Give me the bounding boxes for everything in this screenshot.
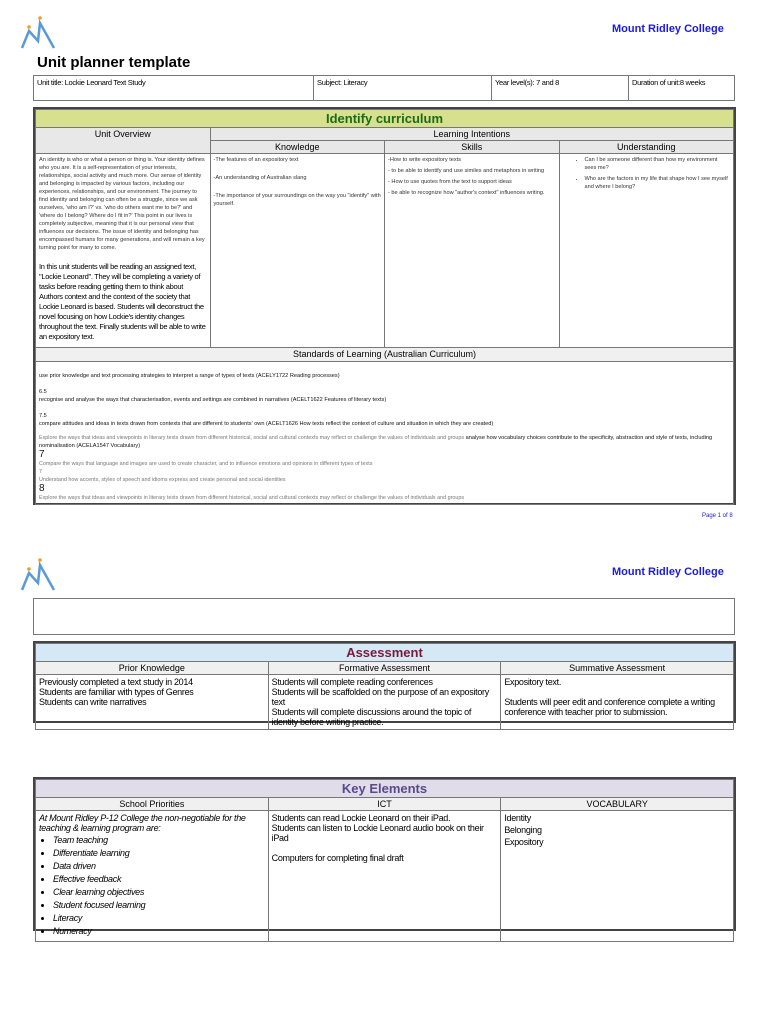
summative-item: Expository text.: [504, 677, 562, 687]
standard-item: compare attitudes and ideas in texts drawn from contexts that are different to students' own (ACELT1626 How texts reflect the context of culture and situation in which they are created): [39, 421, 494, 427]
skill-item: - to be able to identify and use similes and metaphors in writing: [388, 168, 545, 174]
standard-level: 7: [39, 449, 45, 460]
curriculum-title: Identify curriculum: [36, 110, 734, 128]
priorities-intro: At Mount Ridley P-12 College the non-negotiable for the teaching & learning program are:: [39, 813, 246, 833]
formative-item: Students will complete reading conferences: [271, 677, 433, 687]
standard-note: Compare the ways that language and images are used to create character, and to influence emotions and opinions in different types of texts: [39, 461, 373, 467]
school-priorities-heading: School Priorities: [36, 798, 269, 811]
summative-heading: Summative Assessment: [501, 662, 734, 675]
summative-item: Students will peer edit and conference complete a writing conference with teacher prior to submission.: [504, 697, 715, 717]
formative-cell: [268, 675, 501, 730]
knowledge-heading: Knowledge: [210, 141, 385, 154]
college-logo-icon: [20, 15, 56, 49]
prior-item: Students can write narratives: [39, 697, 147, 707]
priority-item: • Differentiate learning: [53, 848, 265, 858]
overview-paragraph: An identity is who or what a person or thing is. Your identity defines who you are. It is a self-representation of your interests, relationships, social activity and much more. Our sense of identity and belonging is impacted by various factors, including our experiences, relationships, and our environment. The journey to find identity and belonging can often be a struggle, since we ask ourselves, 'who am I?' vs. 'who do others want me to be?' and 'where do I belong? Where do I fit in?' This point in our lives is completely subjective, meaning that it is our personal view that influences our decisions. The issue of identity and belonging has encompassed humans for many generations, and will remain a key turning point for many to come.: [39, 157, 205, 251]
knowledge-item: -An understanding of Australian slang: [213, 175, 307, 181]
standard-level: 7: [39, 469, 42, 475]
key-elements-section: [33, 777, 736, 936]
prior-item: Students are familiar with types of Genres: [39, 687, 194, 697]
standard-item: recognise and analyse the ways that characterisation, events and settings are combined in narratives (ACELT1622 Features of literary texts): [39, 397, 387, 403]
curriculum-section: [33, 107, 736, 505]
priority-item: • Literacy: [53, 913, 265, 923]
ict-item: Students can listen to Lockie Leonard audio book on their iPad: [271, 823, 484, 843]
duration: Duration of unit:8 weeks: [629, 76, 735, 101]
unit-header-table: [33, 75, 735, 101]
key-elements-title: Key Elements: [36, 780, 734, 798]
vocabulary-item: Expository: [504, 837, 544, 847]
vocabulary-item: Identity: [504, 813, 531, 823]
overview-summary: In this unit students will be reading an assigned text, "Lockie Leonard". They will be completing a variety of tasks before reading getting them to think about Authors context and the context of the society that Lockie Leonard is based. Students will deconstruct the novel focusing on how Lockie's identity changes throughout the text. Finally students will be able to write an expository text.: [39, 262, 206, 341]
priority-item: • Clear learning objectives: [53, 887, 265, 897]
knowledge-item: -The features of an expository text: [213, 157, 299, 163]
priority-item: • Team teaching: [53, 835, 265, 845]
skills-cell: [385, 154, 560, 348]
skill-item: - be able to recognize how "author's context" influences writing.: [388, 190, 545, 196]
standard-level: 8: [39, 483, 45, 494]
college-name: Mount Ridley College: [612, 23, 724, 35]
learning-intentions-heading: Learning Intentions: [210, 128, 734, 141]
knowledge-item: -The importance of your surroundings on the way you "identify" with yourself.: [213, 193, 381, 207]
vocabulary-item: Belonging: [504, 825, 542, 835]
priority-item: • Effective feedback: [53, 874, 265, 884]
standard-note: Explore the ways that ideas and viewpoints in literary texts drawn from different historical, social and cultural contexts may reflect or challenge the values of individuals and groups: [39, 495, 465, 501]
standard-note: Explore the ways that ideas and viewpoints in literary texts drawn from different historical, social and cultural contexts may reflect or challenge the values of individuals and groups: [39, 435, 465, 441]
page-number: Page 1 of 8: [702, 513, 733, 519]
standard-level: 7.5: [39, 413, 47, 419]
priority-item: • Data driven: [53, 861, 265, 871]
formative-heading: Formative Assessment: [268, 662, 501, 675]
vocabulary-heading: VOCABULARY: [501, 798, 734, 811]
college-logo-icon: [20, 557, 56, 591]
ict-item: Students can read Lockie Leonard on their iPad.: [271, 813, 451, 823]
ict-item: Computers for completing final draft: [271, 853, 404, 863]
prior-item: Previously completed a text study in 2014: [39, 677, 193, 687]
priority-item: • Numeracy: [53, 926, 265, 936]
understanding-item: • Can I be someone different than how my environment sees me?: [585, 156, 731, 172]
formative-item: Students will be scaffolded on the purpose of an expository text: [271, 687, 489, 707]
prior-knowledge-heading: Prior Knowledge: [36, 662, 269, 675]
skill-item: -How to write expository texts: [388, 157, 462, 163]
standard-level: 6.5: [39, 389, 47, 395]
skill-item: - How to use quotes from the text to support ideas: [388, 179, 512, 185]
formative-item: Students will complete discussions around the topic of identity before writing practice.: [271, 707, 472, 727]
skills-heading: Skills: [385, 141, 560, 154]
ict-cell: [268, 811, 501, 942]
knowledge-cell: [210, 154, 385, 348]
unit-overview-heading: Unit Overview: [36, 128, 211, 154]
unit-overview-cell: [36, 154, 211, 348]
blank-box: [33, 598, 735, 635]
standard-note: Understand how accents, styles of speech and idioms express and create personal and social identities: [39, 477, 286, 483]
school-priorities-cell: [36, 811, 269, 942]
year-levels: Year level(s): 7 and 8: [492, 76, 629, 101]
assessment-title: Assessment: [36, 644, 734, 662]
understanding-cell: [559, 154, 734, 348]
prior-knowledge-cell: [36, 675, 269, 730]
understanding-item: • Who are the factors in my life that shape how I see myself and where I belong?: [585, 175, 731, 191]
understanding-heading: Understanding: [559, 141, 734, 154]
standards-heading: Standards of Learning (Australian Curriculum): [36, 348, 734, 362]
standard-item: analyse how vocabulary choices contribute to the specificity, abstraction and style of texts, including nominalisation (ACELA1547 Vocabulary): [39, 435, 713, 449]
unit-title: Unit title: Lockie Leonard Text Study: [34, 76, 314, 101]
assessment-section: [33, 641, 736, 727]
summative-cell: [501, 675, 734, 730]
standards-cell: [36, 362, 734, 505]
vocabulary-cell: [501, 811, 734, 942]
page-title: Unit planner template: [37, 54, 191, 71]
subject: Subject: Literacy: [314, 76, 492, 101]
standard-item: use prior knowledge and text processing strategies to interpret a range of types of texts (ACELY1722 Reading processes): [39, 373, 340, 379]
ict-heading: ICT: [268, 798, 501, 811]
college-name: Mount Ridley College: [612, 566, 724, 578]
priority-item: • Student focused learning: [53, 900, 265, 910]
